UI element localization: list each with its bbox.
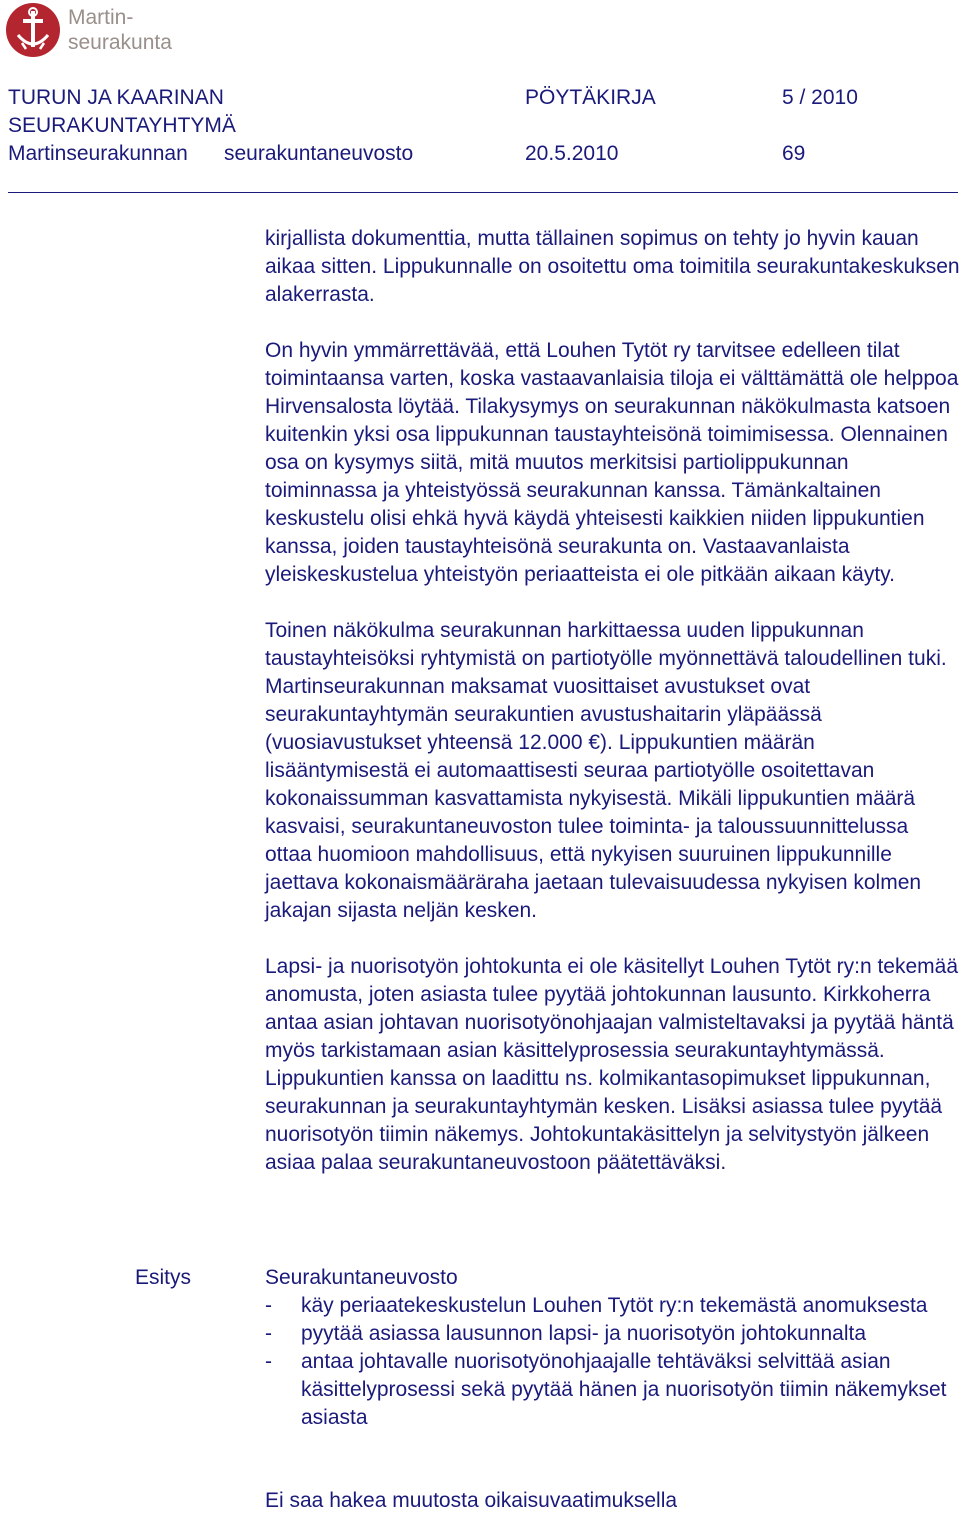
header-body2: seurakuntaneuvosto <box>224 142 414 165</box>
header-date: 20.5.2010 <box>525 142 619 165</box>
list-item: - käy periaatekeskustelun Louhen Tytöt ry:n tekemästä anomuksesta <box>265 1292 960 1320</box>
appeal-note: Ei saa hakea muutosta oikaisuvaatimuksella <box>265 1489 678 1512</box>
proposal-list <box>265 1292 960 1432</box>
paragraph: kirjallista dokumenttia, mutta tällainen sopimus on tehty jo hyvin kauan aikaa sitten. Lippukunnalle on osoitettu oma toimitila seurakuntakeskuksen alakerrasta. <box>265 227 960 306</box>
cross-emblem-icon <box>6 3 60 57</box>
proposal <box>265 1264 960 1432</box>
section-label-esitys: Esitys <box>135 1266 192 1289</box>
paragraph: Toinen näkökulma seurakunnan harkittaessa uuden lippukunnan taustayhteisöksi ryhtymistä on partiotyölle myönnettävä taloudellinen tuki. Martinseurakunnan maksamat vuosittaiset avustukset ovat seurakuntayhtymän seurakuntien avustushaitarin yläpäässä (vuosiavustukset yhteensä 12.000 €). Lippukuntien määrän lisääntymisestä ei automaattisesti seuraa partiotyölle osoitettavan kokonaissumman kasvattamista nykyisestä. Mikäli lippukuntien määrä kasvaisi, seurakuntaneuvoston tulee toiminta- ja taloussuunnittelussa ottaa huomioon mahdollisuus, että nykyisen suuruinen lippukunnille jaettava kokonaismääräraha jaetaan tulevaisuudessa nykyisen kolmen jakajan sijasta neljän kesken. <box>265 619 947 922</box>
proposal-intro: Seurakuntaneuvosto <box>265 1266 458 1289</box>
header-body: Martinseurakunnan <box>8 142 188 165</box>
body-text <box>265 225 960 1177</box>
header-org-line1: TURUN JA KAARINAN <box>8 86 224 109</box>
header-org-line2: SEURAKUNTAYHTYMÄ <box>8 114 236 137</box>
paragraph: On hyvin ymmärrettävää, että Louhen Tytöt ry tarvitsee edelleen tilat toimintaansa varten, koska vastaavanlaisia tiloja ei välttämättä ole helppoa Hirvensalosta löytää. Tilakysymys on seurakunnan näkökulmasta katsoen kuitenkin yksi osa lippukunnan taustayhteisönä toimimisessa. Olennainen osa on kysymys siitä, mitä muutos merkitsisi partiolippukunnan toiminnassa ja yhteistyössä seurakunnan kanssa. Tämänkaltainen keskustelu olisi ehkä hyvä käydä yhteisesti kaikkien niiden lippukuntien kanssa, joiden taustayhteisönä seurakunta on. Vastaavanlaista yleiskeskustelua yhteistyön periaatteista ei ole pitkään aikaan käyty. <box>265 339 959 586</box>
header-page-number: 69 <box>782 142 806 165</box>
list-item: - antaa johtavalle nuorisotyönohjaajalle tehtäväksi selvittää asian käsittelyprosessi sekä pyytää hänen ja nuorisotyön tiimin näkemykset asiasta <box>265 1350 947 1429</box>
dash: - <box>265 1350 272 1373</box>
dash: - <box>265 1322 272 1345</box>
dash: - <box>265 1294 272 1317</box>
paragraph: Lapsi- ja nuorisotyön johtokunta ei ole käsitellyt Louhen Tytöt ry:n tekemää anomusta, joten asiasta tulee pyytää johtokunnan lausunto. Kirkkoherra antaa asian johtavan nuorisotyönohjaajan valmisteltavaksi ja pyytää häntä myös tarkistamaan asian käsittelyprosessia seurakuntayhtymässä. Lippukuntien kanssa on laadittu ns. kolmikantasopimukset lippukunnan, seurakunnan ja seurakuntayhtymän kesken. Lisäksi asiassa tulee pyytää nuorisotyön tiimin näkemys. Johtokuntakäsittelyn ja selvitystyön jälkeen asiaa palaa seurakuntaneuvostoon päätettäväksi. <box>265 955 959 1174</box>
logo <box>6 3 196 59</box>
header-issue: 5 / 2010 <box>782 86 858 109</box>
header-doc-type: PÖYTÄKIRJA <box>525 86 656 109</box>
header-divider <box>8 192 958 193</box>
logo-wordmark: Martin- seurakunta <box>68 6 172 54</box>
list-item: - pyytää asiassa lausunnon lapsi- ja nuorisotyön johtokunnalta <box>265 1320 960 1348</box>
